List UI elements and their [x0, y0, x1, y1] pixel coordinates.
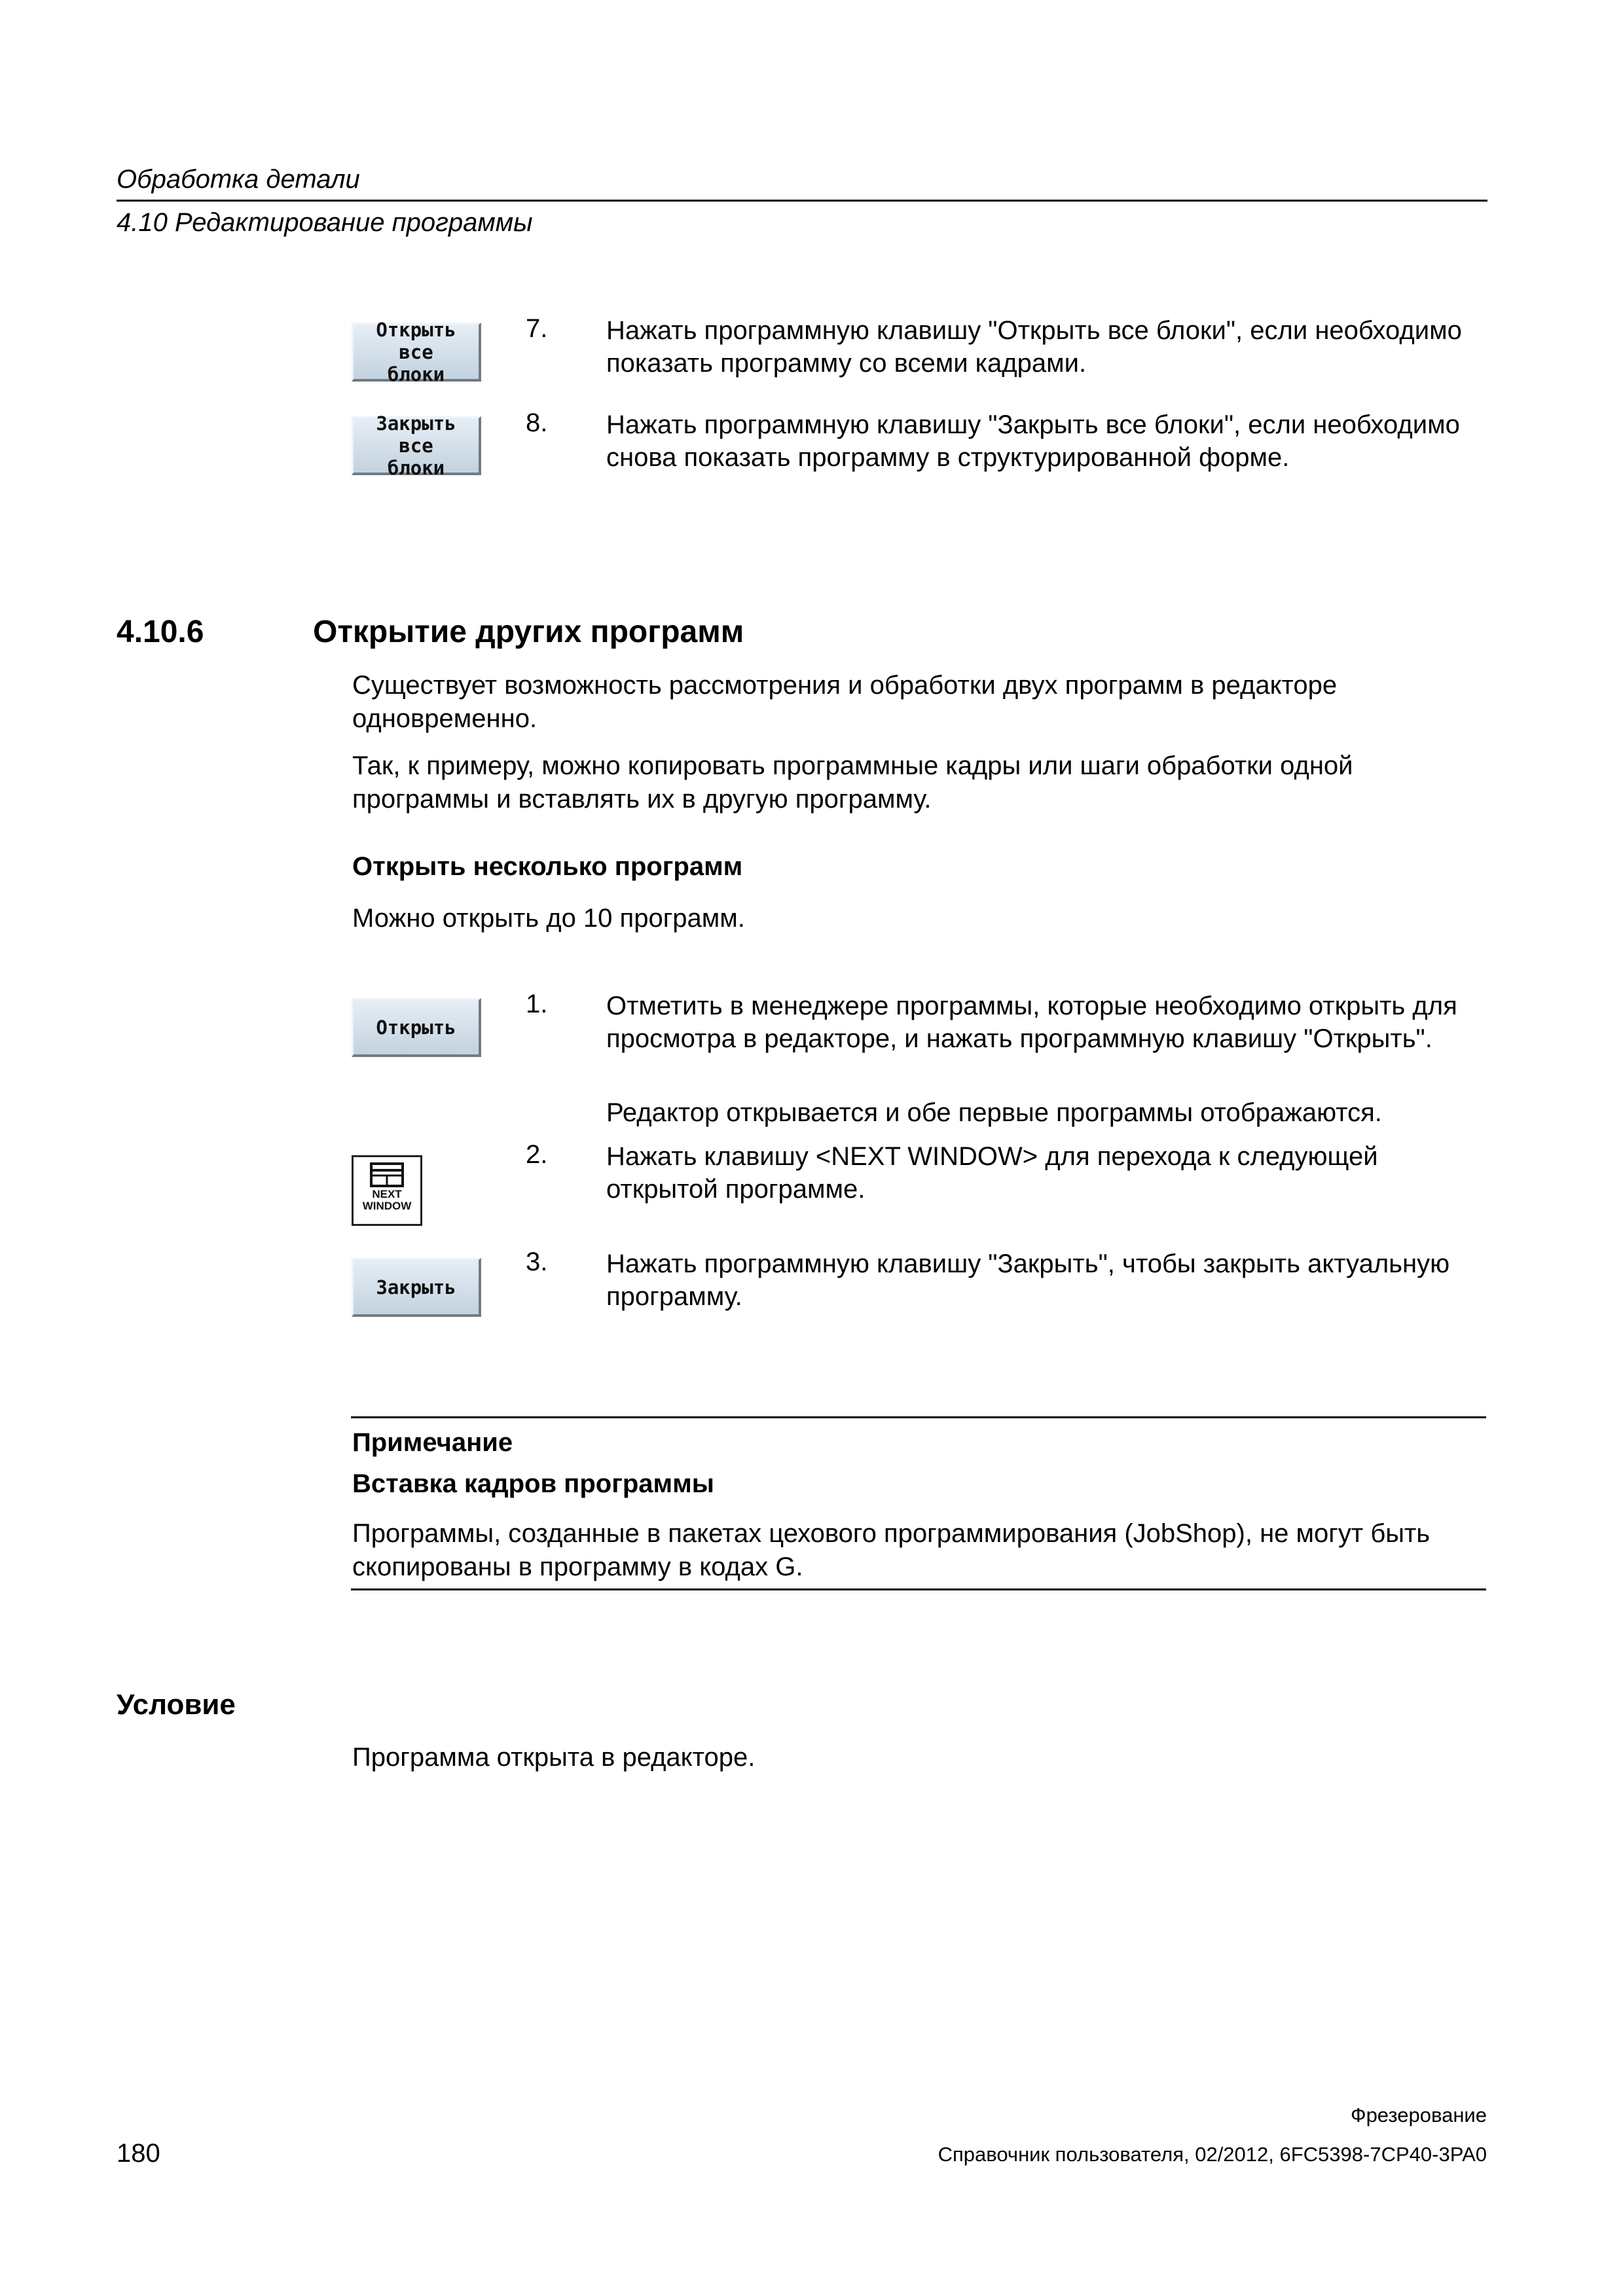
- step-text: Нажать программную клавишу "Открыть все блоки", если необходимо показать программу со всеми кадрами.: [606, 316, 1462, 378]
- running-header-chapter: Обработка детали: [117, 165, 360, 194]
- softkey-open[interactable]: Открыть: [352, 998, 481, 1057]
- step-number: 1.: [526, 990, 548, 1018]
- note-label: Примечание: [352, 1428, 513, 1457]
- condition-text: Программа открыта в редакторе.: [352, 1743, 756, 1772]
- condition-heading: Условие: [117, 1689, 236, 1721]
- step-text: Нажать программную клавишу "Закрыть", чтобы закрыть актуальную программу.: [606, 1249, 1450, 1311]
- softkey-open-all-blocks[interactable]: Открыть все блоки: [352, 323, 481, 382]
- next-window-key[interactable]: [352, 1155, 422, 1226]
- footer-product: Фрезерование: [1351, 2104, 1487, 2126]
- note-title: Вставка кадров программы: [352, 1469, 714, 1498]
- example-paragraph: Так, к примеру, можно копировать программные кадры или шаги обработки одной программы и вставлять их в другую программу.: [352, 751, 1353, 814]
- header-rule: [117, 200, 1487, 202]
- section-number: 4.10.6: [117, 615, 204, 649]
- step-text: Нажать клавишу <NEXT WINDOW> для перехода к следующей открытой программе.: [606, 1142, 1378, 1204]
- note-top-rule: [351, 1416, 1486, 1418]
- running-header-section: 4.10 Редактирование программы: [117, 208, 533, 237]
- step-number: 2.: [526, 1140, 548, 1169]
- step-number: 8.: [526, 408, 548, 437]
- step-text: Нажать программную клавишу "Закрыть все блоки", если необходимо снова показать программу в структурированной форме.: [606, 410, 1460, 472]
- next-window-label-line2: WINDOW: [362, 1200, 412, 1212]
- section-title: Открытие других программ: [313, 615, 744, 649]
- step-result: Редактор открывается и обе первые программы отображаются.: [606, 1098, 1382, 1127]
- note-bottom-rule: [351, 1588, 1486, 1590]
- note-text: Программы, созданные в пакетах цехового программирования (JobShop), не могут быть скопированы в программу в кодах G.: [352, 1519, 1431, 1581]
- limit-paragraph: Можно открыть до 10 программ.: [352, 904, 745, 933]
- page-number: 180: [117, 2139, 160, 2168]
- step-number: 3.: [526, 1247, 548, 1276]
- subheading: Открыть несколько программ: [352, 852, 743, 881]
- footer-manual: Справочник пользователя, 02/2012, 6FC5398-7CP40-3PA0: [938, 2143, 1487, 2166]
- softkey-close[interactable]: Закрыть: [352, 1258, 481, 1317]
- softkey-close-all-blocks[interactable]: Закрыть все блоки: [352, 416, 481, 475]
- intro-paragraph: Существует возможность рассмотрения и обработки двух программ в редакторе одновременно.: [352, 671, 1338, 733]
- next-window-label-line1: NEXT: [372, 1188, 402, 1200]
- step-text: Отметить в менеджере программы, которые необходимо открыть для просмотра в редакторе, и нажать программную клавишу "Открыть".: [606, 992, 1457, 1053]
- step-number: 7.: [526, 314, 548, 343]
- window-icon: [370, 1162, 404, 1187]
